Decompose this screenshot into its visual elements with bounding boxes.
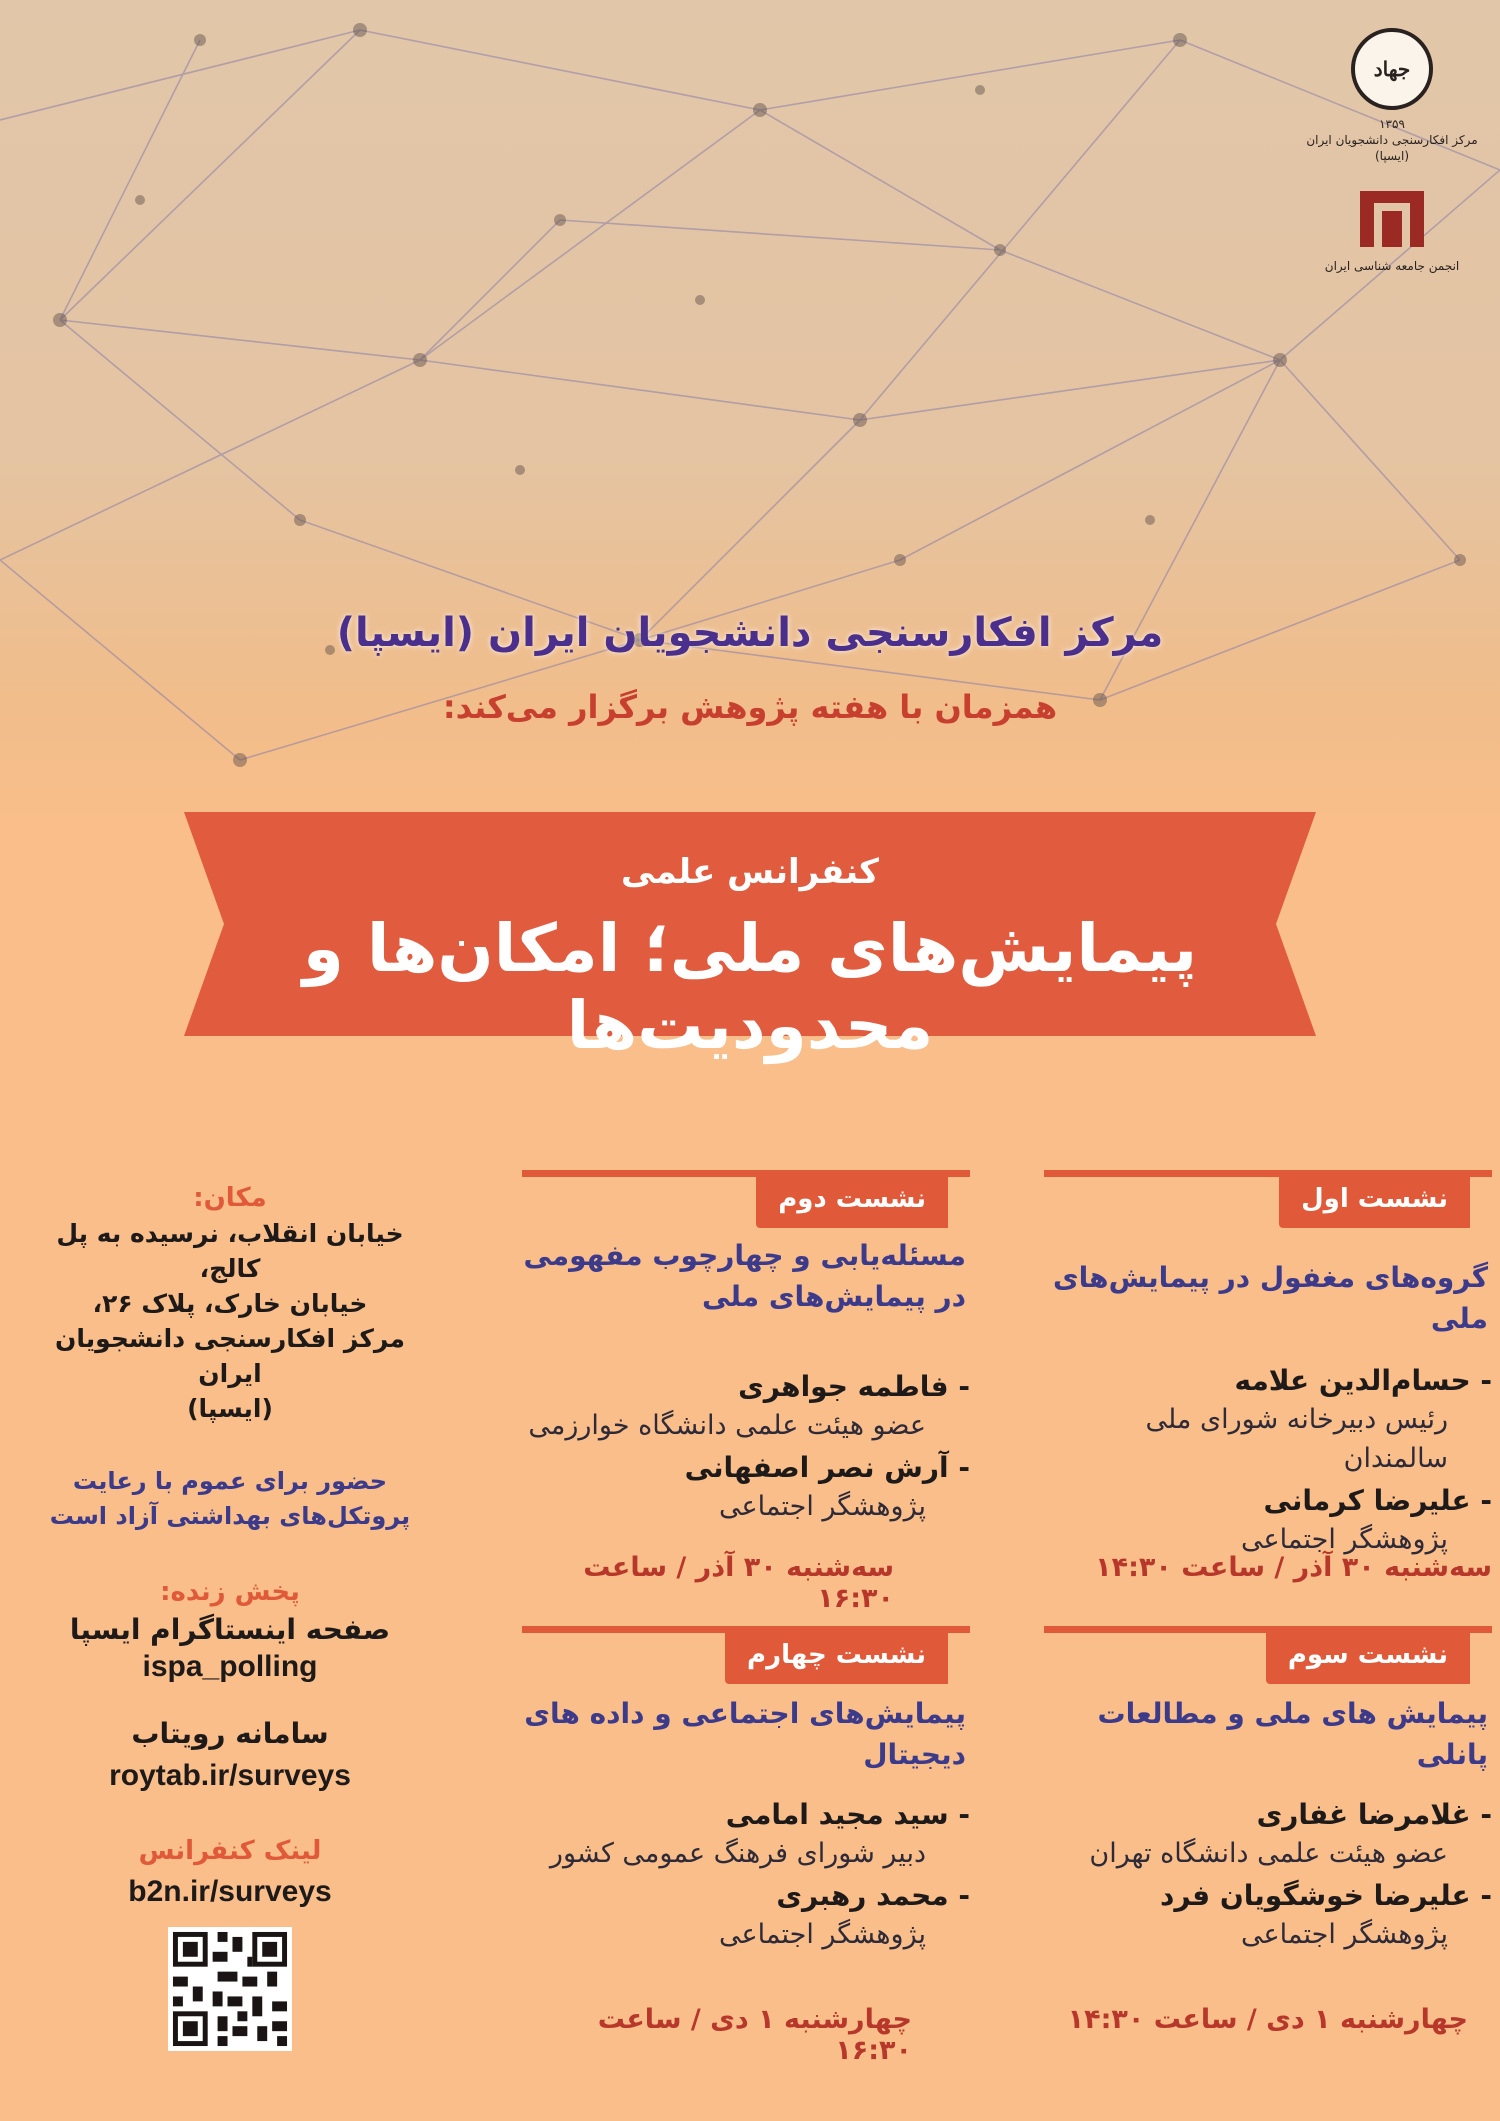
- speaker-role: عضو هیئت علمی دانشگاه خوارزمی: [528, 1409, 926, 1441]
- iasa-logo: [1352, 187, 1432, 251]
- conference-banner: [184, 808, 1316, 1064]
- session-topic: مسئله‌یابی و چهارچوب مفهومی در پیمایش‌های ملی: [523, 1239, 966, 1313]
- session-speakers: [1044, 1362, 1492, 1563]
- session-tag: نشست چهارم: [725, 1626, 948, 1684]
- session-tag: نشست سوم: [1266, 1626, 1470, 1684]
- jahad-caption-name: مرکز افکارسنجی دانشجویان ایران: [1306, 133, 1478, 148]
- session-time: سه‌شنبه ۳۰ آذر / ساعت ۱۴:۳۰: [1095, 1552, 1492, 1583]
- speaker-role: دبیر شورای فرهنگ عمومی کشور: [549, 1837, 926, 1869]
- info-column: [40, 1180, 420, 2055]
- location-line: خیابان خارک، پلاک ۲۶،: [92, 1289, 368, 1319]
- conference-link-label: لینک کنفرانس: [138, 1835, 322, 1866]
- session-speakers: [522, 1368, 970, 1530]
- session-speakers: [1044, 1796, 1492, 1958]
- conference-link[interactable]: b2n.ir/surveys: [128, 1875, 332, 1909]
- iasa-caption: انجمن جامعه شناسی ایران: [1324, 258, 1460, 273]
- session-topic: گروه‌های مغفول در پیمایش‌های ملی: [1052, 1261, 1488, 1335]
- jahad-caption-year: ۱۳۵۹: [1379, 117, 1405, 131]
- speaker-name: - سید مجید امامی: [725, 1798, 970, 1831]
- location-line: خیابان انقلاب، نرسیده به پل کالج،: [56, 1219, 404, 1284]
- jahad-logo: [1351, 28, 1433, 110]
- jahad-caption-abbr: (ایسپا): [1374, 149, 1410, 164]
- session-time: چهارشنبه ۱ دی / ساعت ۱۶:۳۰: [597, 2004, 912, 2066]
- live-label: پخش زنده:: [160, 1576, 300, 1607]
- speaker-role: رئیس دبیرخانه شورای ملی سالمندان: [1145, 1403, 1448, 1474]
- organizer-subtitle: همزمان با هفته پژوهش برگزار می‌کند:: [442, 688, 1058, 726]
- session-tag: نشست دوم: [756, 1170, 948, 1228]
- speaker-name: - محمد رهبری: [776, 1878, 970, 1912]
- speaker-role: پژوهشگر اجتماعی: [719, 1918, 926, 1950]
- instagram-handle[interactable]: ispa_polling: [142, 1649, 318, 1683]
- session-speakers: [522, 1796, 970, 1958]
- attendance-note: حضور برای عموم با رعایت: [72, 1467, 388, 1496]
- roytab-text: سامانه رویتاب: [131, 1716, 329, 1750]
- speaker-name: - حسام‌الدین علامه: [1234, 1364, 1492, 1397]
- speaker-role: پژوهشگر اجتماعی: [1241, 1918, 1448, 1950]
- jahad-logo-text: جهاد: [1373, 57, 1411, 81]
- roytab-link[interactable]: roytab.ir/surveys: [109, 1758, 351, 1792]
- session-tag: نشست اول: [1279, 1170, 1470, 1228]
- banner-kicker: کنفرانس علمی: [621, 852, 879, 892]
- speaker-role: پژوهشگر اجتماعی: [1241, 1523, 1448, 1555]
- session-time: چهارشنبه ۱ دی / ساعت ۱۴:۳۰: [1067, 2004, 1468, 2035]
- speaker-name: - آرش نصر اصفهانی: [684, 1450, 970, 1484]
- location-label: مکان:: [193, 1183, 267, 1213]
- speaker-name: - علیرضا کرمانی: [1263, 1484, 1492, 1518]
- organizer-title: مرکز افکارسنجی دانشجویان ایران (ایسپا): [336, 610, 1164, 656]
- jahad-caption: [1302, 116, 1482, 165]
- location-line: مرکز افکارسنجی دانشجویان ایران: [55, 1324, 405, 1389]
- location-line: (ایسپا): [187, 1394, 273, 1424]
- speaker-name: - فاطمه جواهری: [738, 1370, 970, 1403]
- speaker-role: پژوهشگر اجتماعی: [719, 1490, 926, 1522]
- session-topic: پیمایش های ملی و مطالعات پانلی: [1097, 1697, 1488, 1771]
- speaker-name: - علیرضا خوشگویان فرد: [1160, 1878, 1492, 1912]
- banner-title: پیمایش‌های ملی؛ امکان‌ها و محدودیت‌ها: [302, 910, 1198, 1064]
- attendance-note: پروتکل‌های بهداشتی آزاد است: [49, 1502, 411, 1531]
- speaker-name: - غلامرضا غفاری: [1256, 1798, 1492, 1831]
- session-time: سه‌شنبه ۳۰ آذر / ساعت ۱۶:۳۰: [583, 1552, 894, 1614]
- speaker-role: عضو هیئت علمی دانشگاه تهران: [1089, 1837, 1448, 1869]
- session-topic: پیمایش‌های اجتماعی و داده های دیجیتال: [524, 1697, 966, 1771]
- qr-code-icon: [168, 1927, 292, 2051]
- instagram-text: صفحه اینستاگرام ایسپا: [69, 1613, 391, 1647]
- partner-logos: [1302, 28, 1482, 273]
